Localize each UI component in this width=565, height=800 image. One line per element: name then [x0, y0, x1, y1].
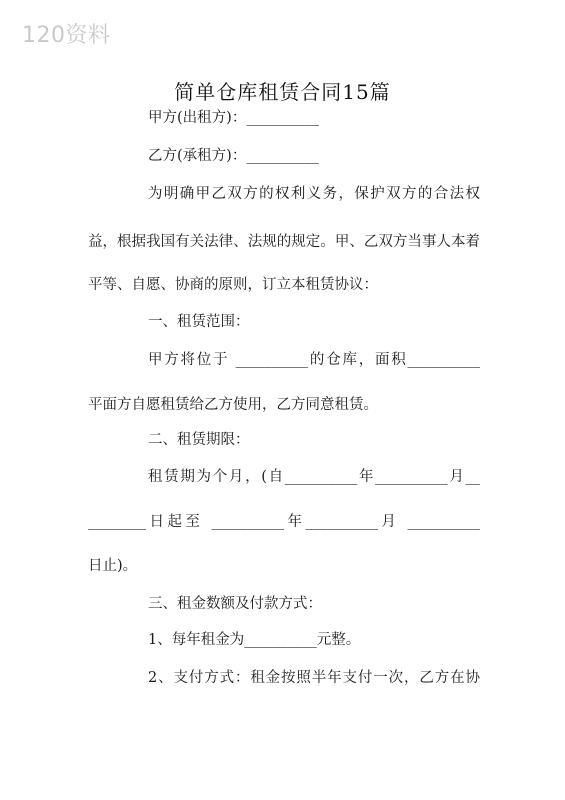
- watermark: 120资料: [22, 23, 111, 48]
- section-2-heading: 二、租赁期限：: [148, 432, 250, 448]
- intro-paragraph-line-1: 为明确甲乙双方的权利义务，保护双方的合法权: [148, 186, 480, 202]
- section-1-line-1: 甲方将位于 __________的仓库，面积__________: [148, 352, 480, 368]
- section-3-item-1: 1、每年租金为__________元整。: [148, 632, 361, 648]
- intro-paragraph-line-3: 平等、自愿、协商的原则，订立本租赁协议：: [88, 277, 378, 293]
- section-2-line-1: 租赁期为个月，(自__________年__________月__: [148, 469, 480, 485]
- section-2-line-3: 日止)。: [88, 558, 138, 574]
- section-3-heading: 三、租金数额及付款方式：: [148, 596, 322, 612]
- section-2-line-2: ________日起至 __________年__________月 __________: [88, 514, 480, 530]
- section-3-item-2: 2、支付方式：租金按照半年支付一次，乙方在协: [148, 670, 480, 686]
- party-b-line: 乙方(承租方)：__________: [148, 148, 319, 164]
- intro-paragraph-line-2: 益，根据我国有关法律、法规的规定。甲、乙双方当事人本着: [88, 234, 480, 250]
- section-1-heading: 一、租赁范围：: [148, 314, 250, 330]
- party-a-line: 甲方(出租方)：__________: [148, 110, 319, 126]
- document-title: 简单仓库租赁合同15篇: [174, 80, 391, 104]
- section-1-line-2: 平面方自愿租赁给乙方使用，乙方同意租赁。: [88, 397, 378, 413]
